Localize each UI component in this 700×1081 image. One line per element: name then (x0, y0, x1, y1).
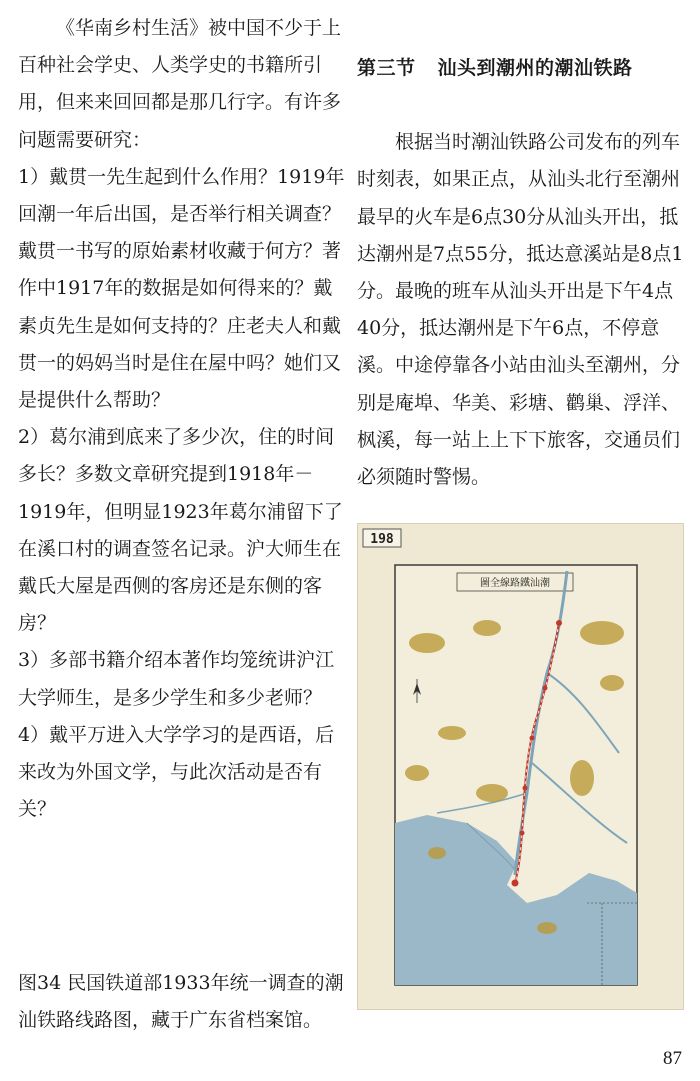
question-4: 4）戴平万进入大学学习的是西语，后来改为外国文学，与此次活动是否有关？ (18, 723, 335, 821)
hill-patch (580, 621, 624, 645)
hill-patch (473, 620, 501, 636)
figure-caption: 图34 民国铁道部1933年统一调查的潮汕铁路线路图，藏于广东省档案馆。 (18, 972, 344, 1031)
railway-map (357, 523, 684, 1010)
station-marker (523, 786, 528, 791)
hill-patch (537, 922, 557, 934)
map-title: 圖全線路鐵汕潮 (480, 578, 550, 589)
left-column (18, 10, 348, 828)
station-marker (512, 880, 519, 887)
section-number: 第三节 (357, 57, 416, 79)
section-body: 根据当时潮汕铁路公司发布的列车时刻表，如果正点，从汕头北行至潮州最早的火车是6点30分从汕头开出，抵达潮州是7点55分，抵达意溪站是8点1分。最晚的班车从汕头开出是下午4点40分，抵达潮州是下午6点，不停意溪。中途停靠各小站由汕头至潮州，分别是庵埠、华美、彩塘、鹳巢、浮洋、枫溪，每一站上上下下旅客，交通员们必须随时警惕。 (357, 131, 684, 489)
hill-patch (570, 760, 594, 796)
question-2: 2）葛尔浦到底来了多少次，住的时间多长？多数文章研究提到1918年－1919年，但明显1923年葛尔浦留下了在溪口村的调查签名记录。沪大师生在戴氏大屋是西侧的客房还是东侧的客房？ (18, 426, 343, 635)
hill-patch (600, 675, 624, 691)
hill-patch (405, 765, 429, 781)
section-title (357, 50, 685, 87)
question-1: 1）戴贯一先生起到什么作用？1919年回潮一年后出国，是否举行相关调查？戴贯一书写的原始素材收藏于何方？著作中1917年的数据是如何得来的？戴素贞先生是如何支持的？庄老夫人和戴贯一的妈妈当时是住在屋中吗？她们又是提供什么帮助？ (18, 165, 345, 412)
page-number: 87 (663, 1048, 682, 1069)
station-marker (530, 736, 535, 741)
hill-patch (409, 633, 445, 653)
right-column (357, 50, 685, 515)
hill-patch (438, 726, 466, 740)
intro-paragraph: 《华南乡村生活》被中国不少于上百种社会学史、人类学史的书籍所引用，但来来回回都是那几行字。有许多问题需要研究： (18, 17, 342, 151)
station-marker (520, 831, 525, 836)
question-3: 3）多部书籍介绍本著作均笼统讲沪江大学师生，是多少学生和多少老师？ (18, 649, 335, 709)
station-marker (543, 686, 548, 691)
hill-patch (476, 784, 508, 802)
hill-patch (428, 847, 446, 859)
archive-stamp-number: 198 (370, 532, 394, 547)
section-heading: 汕头到潮州的潮汕铁路 (437, 57, 633, 79)
railway-map-image (357, 523, 684, 1010)
station-marker (556, 620, 562, 626)
